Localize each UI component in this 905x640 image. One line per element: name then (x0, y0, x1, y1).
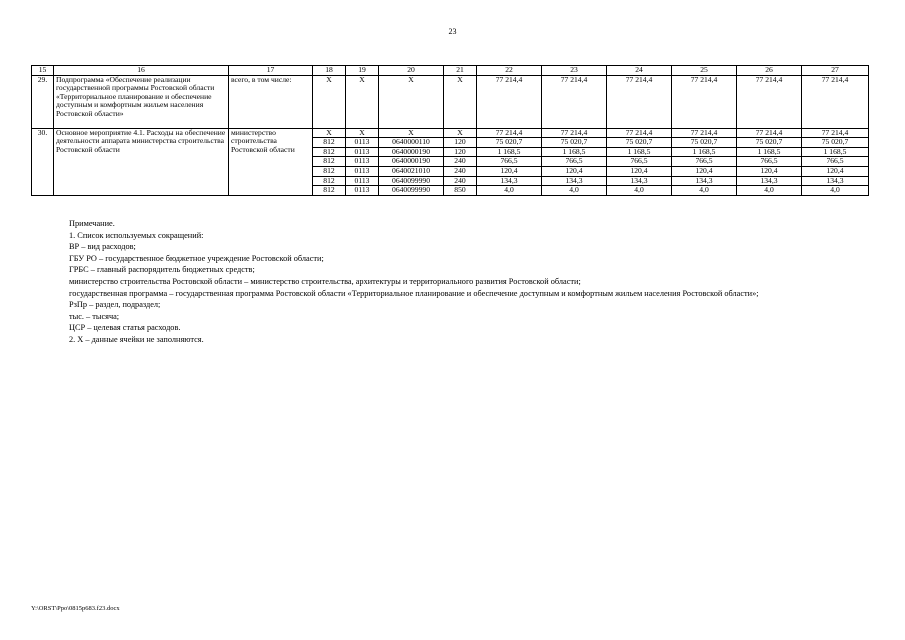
cell-value: 75 020,7 (542, 138, 607, 148)
cell-value: 77 214,4 (802, 128, 869, 138)
cell-csr: 0640099990 (379, 176, 444, 186)
cell-grbs: 812 (313, 166, 346, 176)
cell-csr: X (379, 75, 444, 128)
cell-value: 1 168,5 (802, 147, 869, 157)
cell-value: 766,5 (672, 157, 737, 167)
cell-value: 77 214,4 (477, 75, 542, 128)
cell-vr: 240 (444, 157, 477, 167)
column-header: 17 (229, 66, 313, 76)
cell-vr: 850 (444, 186, 477, 196)
cell-value: 4,0 (672, 186, 737, 196)
cell-rzpr: 0113 (346, 186, 379, 196)
cell-value: 766,5 (607, 157, 672, 167)
budget-table (31, 65, 869, 196)
cell-value: 120,4 (737, 166, 802, 176)
row-description: Подпрограмма «Обеспечение реализации государственной программы Ростовской области «Территориальное планирование и обеспечение доступным и комфортным жильем населения Ростовской области» (54, 75, 229, 128)
row-executor: министерство строительства Ростовской области (229, 128, 313, 195)
note-line: 2. X – данные ячейки не заполняются. (69, 334, 204, 344)
cell-csr: 0640000190 (379, 147, 444, 157)
cell-value: 77 214,4 (672, 75, 737, 128)
cell-value: 77 214,4 (737, 128, 802, 138)
column-header: 21 (444, 66, 477, 76)
cell-value: 77 214,4 (542, 128, 607, 138)
column-header: 26 (737, 66, 802, 76)
cell-value: 77 214,4 (477, 128, 542, 138)
column-header: 19 (346, 66, 379, 76)
row-number: 29. (32, 75, 54, 128)
cell-rzpr: X (346, 75, 379, 128)
cell-csr: 0640021010 (379, 166, 444, 176)
cell-value: 75 020,7 (802, 138, 869, 148)
cell-value: 120,4 (477, 166, 542, 176)
column-header: 23 (542, 66, 607, 76)
cell-value: 134,3 (737, 176, 802, 186)
cell-value: 75 020,7 (672, 138, 737, 148)
notes-section (31, 218, 869, 346)
note-line: ВР – вид расходов; (69, 242, 136, 252)
notes-title: Примечание. (69, 219, 115, 228)
cell-value: 4,0 (802, 186, 869, 196)
cell-csr: 0640099990 (379, 186, 444, 196)
cell-rzpr: 0113 (346, 176, 379, 186)
cell-grbs: 812 (313, 176, 346, 186)
cell-value: 77 214,4 (672, 128, 737, 138)
table-header-row (32, 66, 869, 76)
cell-value: 766,5 (542, 157, 607, 167)
cell-grbs: 812 (313, 157, 346, 167)
cell-grbs: 812 (313, 186, 346, 196)
cell-rzpr: 0113 (346, 166, 379, 176)
note-line: РзПр – раздел, подраздел; (69, 300, 161, 310)
cell-vr: X (444, 128, 477, 138)
cell-value: 4,0 (737, 186, 802, 196)
cell-rzpr: 0113 (346, 157, 379, 167)
column-header: 20 (379, 66, 444, 76)
note-line: ЦСР – целевая статья расходов. (69, 323, 181, 333)
cell-csr: 0640000190 (379, 157, 444, 167)
cell-value: 4,0 (477, 186, 542, 196)
cell-value: 134,3 (607, 176, 672, 186)
column-header: 24 (607, 66, 672, 76)
cell-csr: X (379, 128, 444, 138)
cell-grbs: 812 (313, 138, 346, 148)
cell-value: 120,4 (542, 166, 607, 176)
cell-value: 75 020,7 (607, 138, 672, 148)
column-header: 22 (477, 66, 542, 76)
cell-value: 134,3 (542, 176, 607, 186)
row-description: Основное мероприятие 4.1. Расходы на обеспечение деятельности аппарата министерства строительства Ростовской области (54, 128, 229, 195)
cell-value: 75 020,7 (477, 138, 542, 148)
cell-grbs: 812 (313, 147, 346, 157)
cell-vr: 120 (444, 147, 477, 157)
page-number: 23 (448, 27, 457, 36)
column-header: 18 (313, 66, 346, 76)
cell-vr: 240 (444, 176, 477, 186)
note-line: ГБУ РО – государственное бюджетное учреждение Ростовской области; (69, 253, 324, 263)
cell-value: 75 020,7 (737, 138, 802, 148)
cell-csr: 0640000110 (379, 138, 444, 148)
note-line: 1. Список используемых сокращений: (69, 230, 204, 240)
table-row (32, 128, 869, 138)
cell-value: 134,3 (802, 176, 869, 186)
cell-value: 77 214,4 (737, 75, 802, 128)
cell-rzpr: 0113 (346, 138, 379, 148)
note-line: министерство строительства Ростовской области – министерство строительства, архитектуры и территориального развития Ростовской области; (69, 276, 581, 286)
cell-value: 1 168,5 (672, 147, 737, 157)
cell-value: 77 214,4 (802, 75, 869, 128)
cell-value: 1 168,5 (542, 147, 607, 157)
cell-value: 766,5 (737, 157, 802, 167)
cell-value: 120,4 (672, 166, 737, 176)
cell-value: 120,4 (607, 166, 672, 176)
column-header: 27 (802, 66, 869, 76)
note-line: тыс. – тысяча; (69, 311, 120, 321)
column-header: 16 (54, 66, 229, 76)
column-header: 25 (672, 66, 737, 76)
cell-vr: X (444, 75, 477, 128)
cell-value: 77 214,4 (607, 75, 672, 128)
column-header: 15 (32, 66, 54, 76)
cell-value: 77 214,4 (542, 75, 607, 128)
cell-vr: 120 (444, 138, 477, 148)
row-executor: всего, в том числе: (229, 75, 313, 128)
footer-file-path: Y:\ORST\Ppo\0815p683.f23.docx (31, 605, 120, 612)
cell-value: 1 168,5 (477, 147, 542, 157)
row-number: 30. (32, 128, 54, 195)
cell-value: 1 168,5 (737, 147, 802, 157)
cell-value: 134,3 (477, 176, 542, 186)
cell-value: 134,3 (672, 176, 737, 186)
cell-value: 77 214,4 (607, 128, 672, 138)
table-row (32, 75, 869, 128)
cell-rzpr: 0113 (346, 147, 379, 157)
cell-value: 766,5 (477, 157, 542, 167)
cell-value: 1 168,5 (607, 147, 672, 157)
note-line: ГРБС – главный распорядитель бюджетных средств; (69, 265, 255, 275)
note-line: государственная программа – государственная программа Ростовской области «Территориальное планирование и обеспечение доступным и комфортным жильем населения Ростовской области»; (69, 288, 759, 298)
cell-value: 120,4 (802, 166, 869, 176)
cell-grbs: X (313, 75, 346, 128)
cell-vr: 240 (444, 166, 477, 176)
cell-value: 4,0 (542, 186, 607, 196)
cell-rzpr: X (346, 128, 379, 138)
cell-value: 4,0 (607, 186, 672, 196)
cell-grbs: X (313, 128, 346, 138)
cell-value: 766,5 (802, 157, 869, 167)
